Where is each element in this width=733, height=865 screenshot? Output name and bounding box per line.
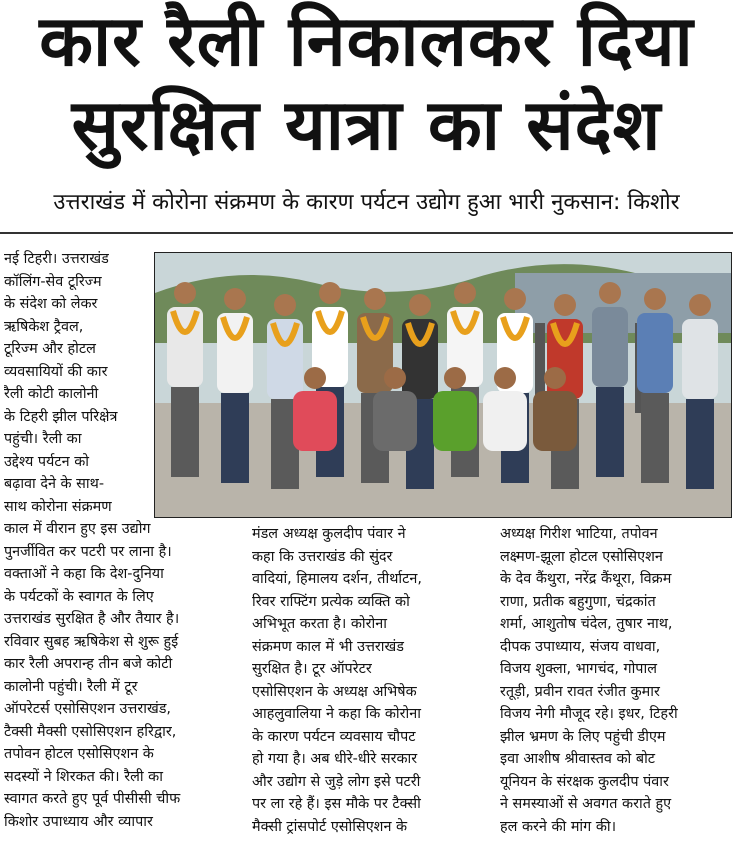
person-body (533, 391, 577, 451)
article-line: रतूड़ी, प्रवीन रावत रंजीत कुमार (500, 683, 660, 700)
article-line: स्वागत करते हुए पूर्व पीसीसी चीफ (4, 791, 181, 807)
person-body (267, 319, 303, 399)
article-line: वादियां, हिमालय दर्शन, तीर्थाटन, (252, 571, 422, 587)
person-head (409, 294, 431, 316)
person-body (592, 307, 628, 387)
article-line: आहलुवालिया ने कहा कि कोरोना (252, 706, 421, 722)
article-line: हो गया है। अब धीरे-धीरे सरकार (252, 751, 418, 767)
headline-line-1: कार रैली निकालकर दिया (39, 0, 694, 82)
person-head (364, 288, 386, 310)
headline-divider (0, 232, 733, 234)
article-line: टैक्सी मैक्सी एसोसिएशन हरिद्वार, (4, 723, 177, 740)
article-line: झील भ्रमण के लिए पहुंची डीएम (500, 728, 666, 745)
article-line: हल करने की मांग की। (500, 818, 617, 835)
article-line: ऑपरेटर्स एसोसिएशन उत्तराखंड, (4, 701, 171, 717)
person-head (644, 288, 666, 310)
article-line: उद्देश्य पर्यटन को (4, 453, 90, 470)
article-line: काल में वीरान हुए इस उद्योग (4, 521, 151, 537)
article-line: लक्ष्मण-झूला होटल एसोसिएशन (500, 548, 663, 565)
article-line: के देव कैंथुरा, नरेंद्र कैंथूरा, विक्रम (500, 571, 672, 587)
article-line: व्यवसायियों की कार (4, 363, 108, 380)
article-line: के कारण पर्यटन व्यवसाय चौपट (252, 728, 416, 745)
person-head (599, 282, 621, 304)
article-line: कॉलिंग-सेव टूरिज्म (4, 273, 102, 290)
person-legs (686, 399, 714, 489)
article-line: के टिहरी झील परिक्षेत्र (4, 408, 118, 425)
article-line: कहा कि उत्तराखंड की सुंदर (252, 548, 393, 565)
article-line: सुरक्षित है। टूर ऑपरेटर (252, 661, 372, 677)
article-line: विजय नेगी मौजूद रहे। इधर, टिहरी (500, 706, 678, 722)
article-line: रविवार सुबह ऋषिकेश से शुरू हुई (4, 633, 179, 650)
person-head (554, 294, 576, 316)
group-photo-illustration (155, 253, 731, 517)
article-line: उत्तराखंड सुरक्षित है और तैयार है। (4, 611, 180, 627)
person-head (544, 367, 566, 389)
article-line: टूरिज्म और होटल (4, 341, 96, 357)
person-body (433, 391, 477, 451)
person-body (217, 313, 253, 393)
article-line: रिवर राफ्टिंग प्रत्येक व्यक्ति को (252, 593, 410, 610)
article-line: मंडल अध्यक्ष कुलदीप पंवार ने (252, 526, 406, 542)
article-line: सदस्यों ने शिरकत की। रैली का (4, 768, 163, 785)
article-line: अध्यक्ष गिरीश भाटिया, तपोवन (500, 526, 658, 542)
article-line: कार रैली अपरान्ह तीन बजे कोटी (4, 656, 173, 672)
person-body (167, 307, 203, 387)
person-legs (171, 387, 199, 477)
person-head (504, 288, 526, 310)
person-body (637, 313, 673, 393)
article-line: और उद्योग से जुड़े लोग इसे पटरी (252, 773, 421, 790)
article-line: कालोनी पहुंची। रैली में टूर (4, 678, 138, 695)
article-line: तपोवन होटल एसोसिएशन के (4, 746, 154, 762)
article-line: बढ़ावा देने के साथ- (4, 476, 105, 492)
person-head (319, 282, 341, 304)
person-body (483, 391, 527, 451)
article-line: राणा, प्रतीक बहुगुणा, चंद्रकांत (500, 593, 656, 610)
article-line: पहुंची। रैली का (4, 431, 82, 447)
person-head (444, 367, 466, 389)
article-line: साथ कोरोना संक्रमण (4, 498, 112, 515)
person-head (174, 282, 196, 304)
article-column-2 (252, 523, 488, 838)
person-head (384, 367, 406, 389)
person-legs (221, 393, 249, 483)
subheadline: उत्तराखंड में कोरोना संक्रमण के कारण पर्यटन उद्योग हुआ भारी नुकसान: किशोर (53, 190, 680, 215)
article-line: इवा आशीष श्रीवास्तव को बोट (500, 751, 656, 767)
article-line: अभिभूत करता है। कोरोना (252, 616, 387, 632)
person-head (304, 367, 326, 389)
article-line: संक्रमण काल में भी उत्तराखंड (252, 638, 404, 655)
article-line: वक्ताओं ने कहा कि देश-दुनिया (4, 566, 164, 582)
person-body (293, 391, 337, 451)
article-line: नई टिहरी। उत्तराखंड (4, 251, 109, 267)
person-head (494, 367, 516, 389)
person-legs (641, 393, 669, 483)
article-line: यूनियन के संरक्षक कुलदीप पंवार (500, 773, 669, 790)
article-line: ने समस्याओं से अवगत कराते हुए (500, 796, 672, 812)
article-line: दीपक उपाध्याय, संजय वाधवा, (500, 638, 661, 655)
article-line: के संदेश को लेकर (4, 296, 98, 312)
article-line: के पर्यटकों के स्वागत के लिए (4, 588, 154, 605)
person-body (402, 319, 438, 399)
news-photo (154, 252, 732, 518)
person-head (224, 288, 246, 310)
article-line: मैक्सी ट्रांसपोर्ट एसोसिएशन के (252, 818, 408, 835)
article-column-3 (500, 523, 729, 838)
person-legs (596, 387, 624, 477)
article-line: शर्मा, आशुतोष चंदेल, तुषार नाथ, (500, 616, 673, 632)
article-line: ऋषिकेश ट्रैवल, (4, 318, 84, 335)
person-head (454, 282, 476, 304)
article-line: पर ला रहे हैं। इस मौके पर टैक्सी (252, 796, 421, 812)
article-line: एसोसिएशन के अध्यक्ष अभिषेक (252, 683, 417, 700)
person-body (373, 391, 417, 451)
article-line: किशोर उपाध्याय और व्यापार (4, 813, 153, 830)
article-line: पुनर्जीवित कर पटरी पर लाना है। (4, 543, 172, 560)
person-head (689, 294, 711, 316)
person-head (274, 294, 296, 316)
headline-line-2: सुरक्षित यात्रा का संदेश (71, 84, 662, 166)
article-line: रैली कोटी कालोनी (4, 386, 99, 402)
article-line: विजय शुक्ला, भागचंद, गोपाल (500, 661, 657, 677)
person-body (682, 319, 718, 399)
